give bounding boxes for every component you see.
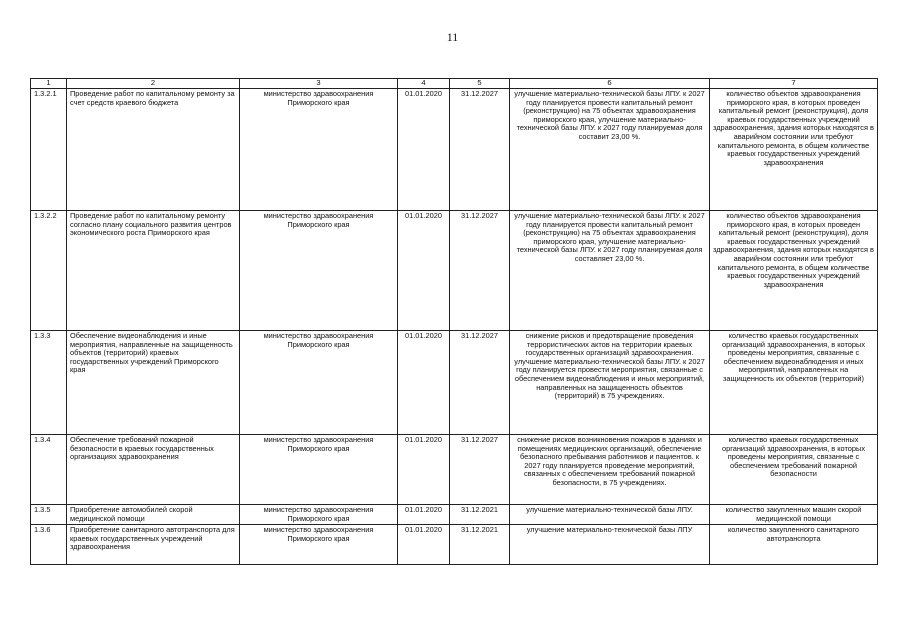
table-row (31, 435, 878, 505)
executor: министерство здравоохранения Приморского края (240, 89, 398, 211)
expected-result: улучшение материально-технической базы ЛПУ (510, 525, 710, 565)
expected-result: улучшение материально-технической базы ЛПУ. к 2027 году планируется провести капитальный ремонт (реконструкцию) на 75 объектах здравоохранения приморского края, улучшение материально-технической базы ЛПУ. к 2027 году планируемая доля составляет 23,00 %. (510, 211, 710, 331)
start-date: 01.01.2020 (398, 211, 450, 331)
table-header-row (31, 79, 878, 89)
row-number: 1.3.4 (31, 435, 67, 505)
indicator: количество объектов здравоохранения приморского края, в которых проведен капитальный ремонт (реконструкция), доля краевых государственных учреждений здравоохранения, здания которых находятся в аварийном состоянии или требуют капитального ремонта, в общем количестве краевых государственных учреждений здравоохранения (710, 211, 878, 331)
table-row (31, 525, 878, 565)
indicator: количество закупленного санитарного автотранспорта (710, 525, 878, 565)
row-number: 1.3.3 (31, 331, 67, 435)
table-row (31, 89, 878, 211)
start-date: 01.01.2020 (398, 331, 450, 435)
activities-table (30, 78, 878, 565)
column-header: 6 (510, 79, 710, 89)
indicator: количество краевых государственных организаций здравоохранения, в которых проведены мероприятия, связанные с обеспечением видеонаблюдения и иных мероприятий, направленных на защищенность их объектов (территорий) (710, 331, 878, 435)
row-number: 1.3.2.2 (31, 211, 67, 331)
column-header: 4 (398, 79, 450, 89)
column-header: 7 (710, 79, 878, 89)
executor: министерство здравоохранения Приморского края (240, 525, 398, 565)
column-header: 1 (31, 79, 67, 89)
indicator: количество объектов здравоохранения приморского края, в которых проведен капитальный ремонт (реконструкция), доля краевых государственных учреждений здравоохранения, здания которых находятся в аварийном состоянии или требуют капитального ремонта, в общем количестве краевых государственных учреждений здравоохранения (710, 89, 878, 211)
executor: министерство здравоохранения Приморского края (240, 435, 398, 505)
executor: министерство здравоохранения Приморского края (240, 211, 398, 331)
end-date: 31.12.2021 (450, 505, 510, 525)
row-number: 1.3.2.1 (31, 89, 67, 211)
column-header: 3 (240, 79, 398, 89)
indicator: количество краевых государственных организаций здравоохранения, в которых проведены мероприятия, связанные с обеспечением требований пожарной безопасности (710, 435, 878, 505)
table-row (31, 331, 878, 435)
indicator: количество закупленных машин скорой медицинской помощи (710, 505, 878, 525)
activity-name: Обеспечение требований пожарной безопасности в краевых государственных организациях здравоохранения (67, 435, 240, 505)
activity-name: Проведение работ по капитальному ремонту согласно плану социального развития центров экономического роста Приморского края (67, 211, 240, 331)
start-date: 01.01.2020 (398, 525, 450, 565)
table-row (31, 505, 878, 525)
executor: министерство здравоохранения Приморского края (240, 505, 398, 525)
row-number: 1.3.6 (31, 525, 67, 565)
activity-name: Приобретение автомобилей скорой медицинской помощи (67, 505, 240, 525)
expected-result: улучшение материально-технической базы ЛПУ. (510, 505, 710, 525)
start-date: 01.01.2020 (398, 435, 450, 505)
table-row (31, 211, 878, 331)
end-date: 31.12.2027 (450, 211, 510, 331)
activity-name: Обеспечение видеонаблюдения и иные мероприятия, направленные на защищенность объектов (территорий) краевых государственных учреждений Приморского края (67, 331, 240, 435)
expected-result: улучшение материально-технической базы ЛПУ. к 2027 году планируется провести капитальный ремонт (реконструкцию) на 75 объектах здравоохранения приморского края, улучшение материально-технической базы ЛПУ. к 2027 году планируемая доля составит 23,00 %. (510, 89, 710, 211)
start-date: 01.01.2020 (398, 505, 450, 525)
end-date: 31.12.2027 (450, 435, 510, 505)
activity-name: Приобретение санитарного автотранспорта для краевых государственных учреждений здравоохранения (67, 525, 240, 565)
expected-result: снижение рисков и предотвращение проведения террористических актов на территории краевых государственных организаций здравоохранения. улучшение материально-технической базы ЛПУ. к 2027 году планируется провести мероприятия, связанные с обеспечением видеонаблюдения и иных мероприятий, направленных на защищенность объектов (территорий) в 75 учреждениях. (510, 331, 710, 435)
executor: министерство здравоохранения Приморского края (240, 331, 398, 435)
column-header: 5 (450, 79, 510, 89)
end-date: 31.12.2021 (450, 525, 510, 565)
column-header: 2 (67, 79, 240, 89)
expected-result: снижение рисков возникновения пожаров в зданиях и помещениях медицинских организаций, обеспечение безопасного пребывания работников и пациентов. к 2027 году планируется проведение мероприятий, связанных с обеспечением требований пожарной безопасности, в 75 учреждениях. (510, 435, 710, 505)
row-number: 1.3.5 (31, 505, 67, 525)
end-date: 31.12.2027 (450, 89, 510, 211)
activity-name: Проведение работ по капитальному ремонту за счет средств краевого бюджета (67, 89, 240, 211)
start-date: 01.01.2020 (398, 89, 450, 211)
page-number: 11 (446, 30, 459, 44)
end-date: 31.12.2027 (450, 331, 510, 435)
